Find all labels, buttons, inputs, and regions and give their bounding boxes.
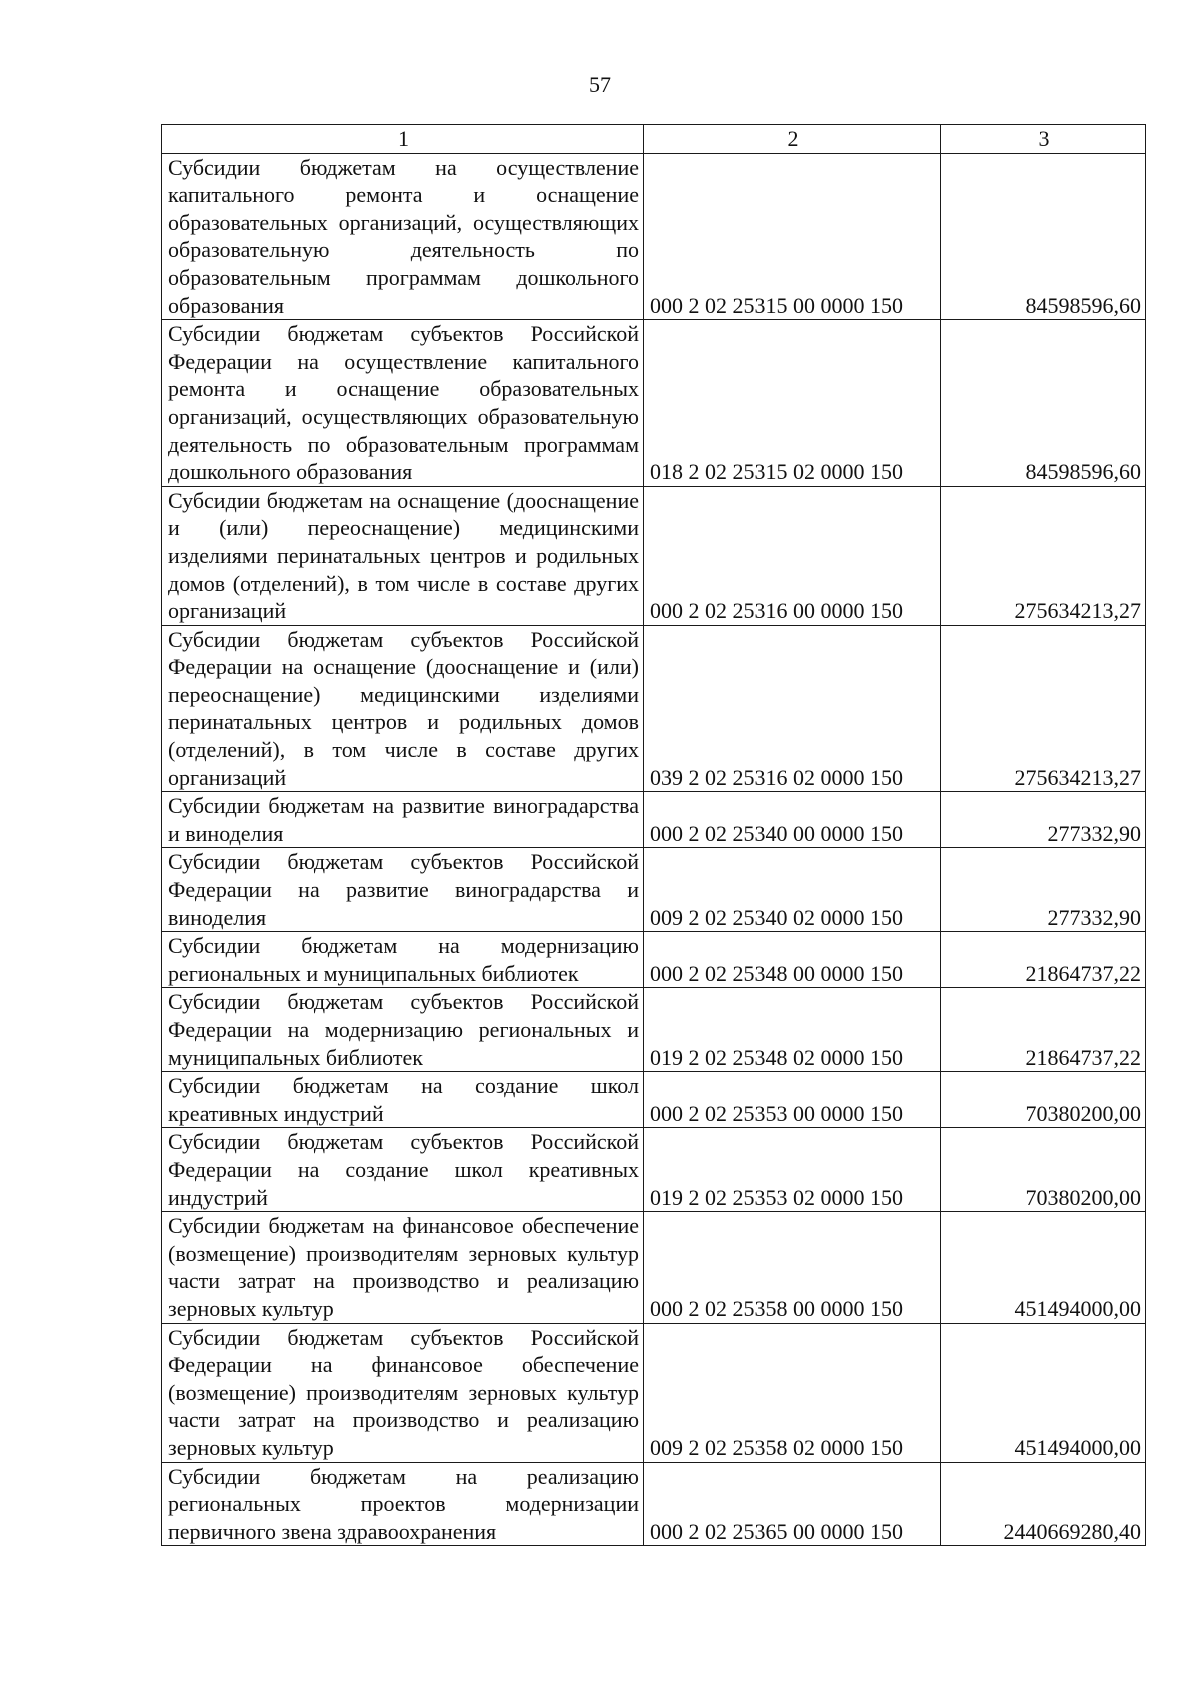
row-amount: 2440669280,40: [941, 1462, 1146, 1546]
table-row: [162, 320, 1146, 487]
row-code: 019 2 02 25348 02 0000 150: [644, 988, 941, 1072]
row-description: Субсидии бюджетам субъектов Российской Федерации на оснащение (дооснащение и (или) переоснащение) медицинскими изделиями перинатальных центров и родильных домов (отделений), в том числе в составе других организаций: [162, 625, 644, 792]
budget-table: [161, 124, 1146, 1546]
row-amount: 84598596,60: [941, 153, 1146, 320]
table-row: [162, 1323, 1146, 1462]
row-description: Субсидии бюджетам на осуществление капитального ремонта и оснащение образовательных организаций, осуществляющих образовательную деятельность по образовательным программам дошкольного образования: [162, 153, 644, 320]
table-row: [162, 988, 1146, 1072]
row-description: Субсидии бюджетам субъектов Российской Федерации на финансовое обеспечение (возмещение) производителям зерновых культур части затрат на производство и реализацию зерновых культур: [162, 1323, 644, 1462]
row-code: 018 2 02 25315 02 0000 150: [644, 320, 941, 487]
column-header-3: 3: [941, 125, 1146, 154]
row-amount: 277332,90: [941, 848, 1146, 932]
row-description: Субсидии бюджетам субъектов Российской Федерации на развитие виноградарства и виноделия: [162, 848, 644, 932]
row-description: Субсидии бюджетам на оснащение (дооснащение и (или) переоснащение) медицинскими изделиями перинатальных центров и родильных домов (отделений), в том числе в составе других организаций: [162, 486, 644, 625]
table-row: [162, 848, 1146, 932]
page-number: 57: [589, 72, 611, 97]
row-code: 000 2 02 25340 00 0000 150: [644, 792, 941, 848]
row-code: 039 2 02 25316 02 0000 150: [644, 625, 941, 792]
table-row: [162, 792, 1146, 848]
table-row: [162, 932, 1146, 988]
row-code: 000 2 02 25358 00 0000 150: [644, 1212, 941, 1323]
row-description: Субсидии бюджетам субъектов Российской Федерации на создание школ креативных индустрий: [162, 1128, 644, 1212]
row-code: 009 2 02 25340 02 0000 150: [644, 848, 941, 932]
row-code: 000 2 02 25316 00 0000 150: [644, 486, 941, 625]
row-description: Субсидии бюджетам на развитие виноградарства и виноделия: [162, 792, 644, 848]
table-row: [162, 153, 1146, 320]
column-header-1: 1: [162, 125, 644, 154]
table-row: [162, 1462, 1146, 1546]
row-code: 000 2 02 25365 00 0000 150: [644, 1462, 941, 1546]
row-amount: 451494000,00: [941, 1323, 1146, 1462]
row-description: Субсидии бюджетам на реализацию региональных проектов модернизации первичного звена здравоохранения: [162, 1462, 644, 1546]
row-amount: 277332,90: [941, 792, 1146, 848]
table-header-row: [162, 125, 1146, 154]
table-row: [162, 486, 1146, 625]
table-row: [162, 1072, 1146, 1128]
row-description: Субсидии бюджетам на модернизацию региональных и муниципальных библиотек: [162, 932, 644, 988]
row-amount: 84598596,60: [941, 320, 1146, 487]
row-code: 009 2 02 25358 02 0000 150: [644, 1323, 941, 1462]
table-row: [162, 1128, 1146, 1212]
row-code: 000 2 02 25348 00 0000 150: [644, 932, 941, 988]
row-description: Субсидии бюджетам субъектов Российской Федерации на модернизацию региональных и муниципальных библиотек: [162, 988, 644, 1072]
row-amount: 275634213,27: [941, 625, 1146, 792]
row-amount: 451494000,00: [941, 1212, 1146, 1323]
row-description: Субсидии бюджетам на финансовое обеспечение (возмещение) производителям зерновых культур части затрат на производство и реализацию зерновых культур: [162, 1212, 644, 1323]
row-code: 000 2 02 25315 00 0000 150: [644, 153, 941, 320]
column-header-2: 2: [644, 125, 941, 154]
table-row: [162, 1212, 1146, 1323]
row-code: 000 2 02 25353 00 0000 150: [644, 1072, 941, 1128]
row-code: 019 2 02 25353 02 0000 150: [644, 1128, 941, 1212]
row-amount: 21864737,22: [941, 932, 1146, 988]
row-description: Субсидии бюджетам субъектов Российской Федерации на осуществление капитального ремонта и оснащение образовательных организаций, осуществляющих образовательную деятельность по образовательным программам дошкольного образования: [162, 320, 644, 487]
table-row: [162, 625, 1146, 792]
row-amount: 70380200,00: [941, 1072, 1146, 1128]
row-amount: 21864737,22: [941, 988, 1146, 1072]
row-amount: 70380200,00: [941, 1128, 1146, 1212]
row-description: Субсидии бюджетам на создание школ креативных индустрий: [162, 1072, 644, 1128]
row-amount: 275634213,27: [941, 486, 1146, 625]
